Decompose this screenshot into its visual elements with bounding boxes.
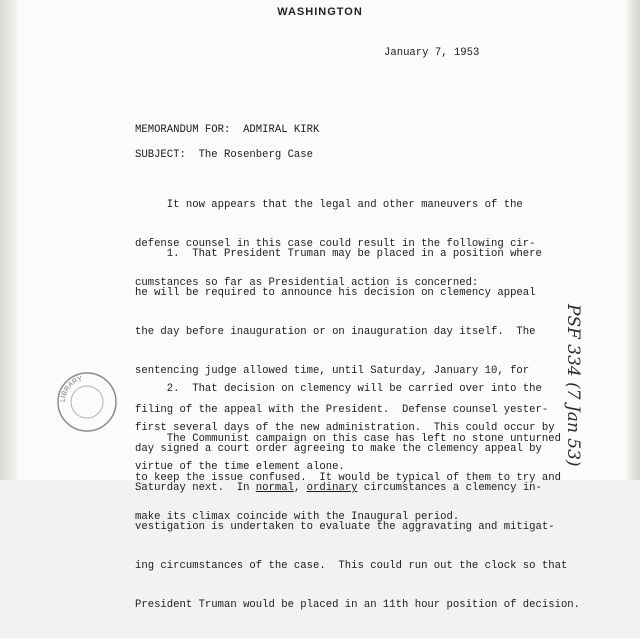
- text-line: day signed a court order agreeing to make the clemency appeal by: [135, 443, 542, 455]
- text-fragment: circumstances a clemency in-: [357, 482, 542, 494]
- text-line: virtue of the time element alone.: [135, 461, 345, 473]
- text-line: make its climax coincide with the Inaugural period.: [135, 511, 460, 523]
- text-line: he will be required to announce his decision on clemency appeal: [135, 287, 536, 299]
- text-line: defense counsel in this case could result in the following cir-: [135, 238, 536, 250]
- memo-date: January 7, 1953: [384, 47, 480, 59]
- text-line: cumstances so far as Presidential action is concerned:: [135, 277, 479, 289]
- text-fragment: Saturday next. In: [135, 482, 256, 494]
- text-line: President Truman would be placed in an 11th hour position of decision.: [135, 599, 581, 611]
- stamp-text: LIBRARY: [59, 375, 84, 403]
- text-line: 2. That decision on clemency will be carried over into the: [135, 383, 542, 395]
- text-line: first several days of the new administration. This could occur by: [135, 422, 555, 434]
- text-line: ing circumstances of the case. This could run out the clock so that: [135, 560, 568, 572]
- stamp-inner-ring: [71, 386, 103, 418]
- handwritten-note-text: PSF 334 (7 Jan 53): [563, 304, 583, 467]
- text-line: 1. That President Truman may be placed in a position where: [135, 248, 542, 260]
- text-line: filing of the appeal with the President. Defense counsel yester-: [135, 404, 549, 416]
- handwritten-margin-note: [520, 300, 630, 480]
- memo-recipient: MEMORANDUM FOR: ADMIRAL KIRK: [135, 124, 320, 136]
- library-stamp: [55, 370, 119, 434]
- underlined-word-normal: normal: [255, 482, 294, 494]
- text-fragment: ,: [293, 482, 307, 494]
- memo-subject: SUBJECT: The Rosenberg Case: [135, 149, 314, 161]
- text-line: It now appears that the legal and other maneuvers of the: [135, 199, 523, 211]
- letterhead-title: WASHINGTON: [277, 6, 363, 18]
- text-line: The Communist campaign on this case has left no stone unturned: [135, 433, 561, 445]
- text-line: vestigation is undertaken to evaluate the aggravating and mitigat-: [135, 521, 555, 533]
- scan-edge-left: [0, 0, 18, 480]
- text-line: sentencing judge allowed time, until Saturday, January 10, for: [135, 365, 530, 377]
- paragraph-closing: [135, 407, 561, 550]
- text-line: the day before inauguration or on inauguration day itself. The: [135, 326, 536, 338]
- underlined-word-ordinary: ordinary: [306, 482, 358, 494]
- text-line: to keep the issue confused. It would be typical of them to try and: [135, 472, 561, 484]
